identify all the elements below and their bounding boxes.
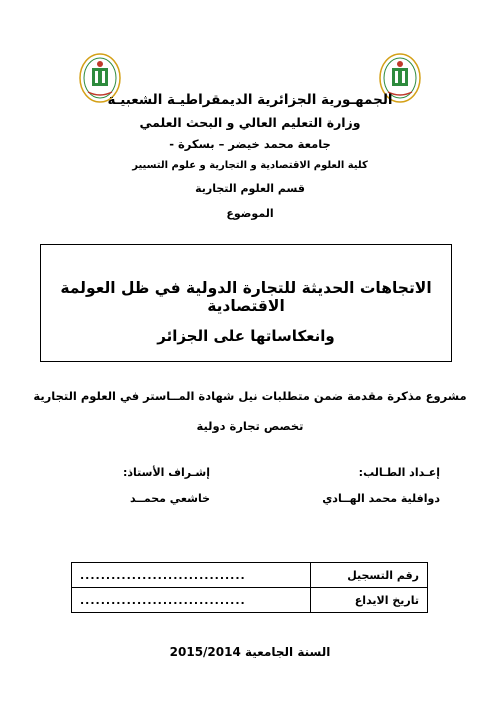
supervisor-name: خاشعي محمــد (129, 492, 210, 505)
academic-year: السنة الجامعية 2015/2014 (169, 645, 331, 659)
department-name: قسم العلوم التجارية (195, 182, 305, 195)
republic-name: الجمهـورية الجزائرية الديمقراطيـة الشعبيـة (107, 92, 393, 108)
registration-table (71, 562, 428, 613)
university-name: جامعة محمد خيضر – بسكرة - (169, 137, 331, 151)
thesis-title-line-2: وانعكاساتها على الجزائر (157, 327, 335, 345)
student-name: دوافلية محمد الهــادي (322, 492, 440, 505)
prepared-by-label: إعـداد الطـالب: (358, 466, 440, 479)
thesis-title-box (40, 244, 452, 362)
deposit-date-label: تاريخ الايداع (311, 588, 428, 613)
table-row (72, 563, 428, 588)
table-row (72, 588, 428, 613)
specialty: تخصص تجارة دولية (196, 419, 304, 433)
subject-label: الموضوع (226, 207, 274, 220)
supervisor-label: إشـراف الأستاذ: (122, 466, 210, 479)
project-description: مشروع مذكرة مقدمة ضمن متطلبات نيل شهادة المــاستر في العلوم التجارية (33, 389, 467, 403)
thesis-title-line-1: الاتجاهات الحديثة للتجارة الدولية في ظل العولمة الاقتصادية (60, 279, 432, 315)
registration-number-value: ................................ (72, 563, 311, 588)
faculty-name: كلية العلوم الاقتصادية و التجارية و علوم التسيير (132, 160, 368, 171)
ministry-name: وزارة التعليم العالي و البحث العلمي (139, 115, 361, 130)
deposit-date-value: ................................ (72, 588, 311, 613)
registration-number-label: رقم التسجيل (311, 563, 428, 588)
